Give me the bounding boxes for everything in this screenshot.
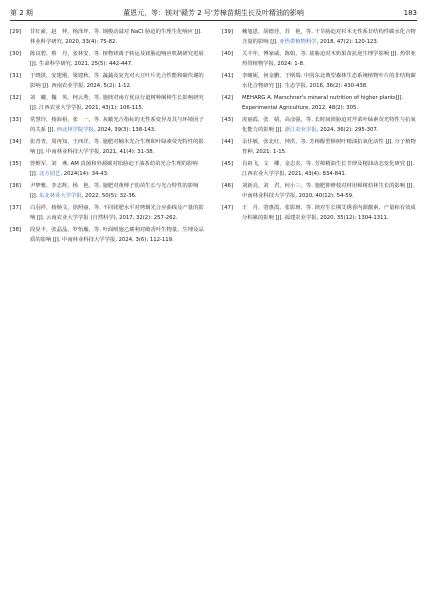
reference-text: 于晓淇，安建刚，梁建秋，等. 蔬蔬及复光对大豆叶片光合性能和碳代谢的影响 [J]. 西南农业学报, 2024, 5(2): 1-12. (30, 73, 204, 89)
reference-text: 张青青，周再知，王西洋，等. 施肥对楠木光合生理和叶绿素荧光特性的影响 [J]. 中南林业科技大学学报, 2021, 41(4): 31-38. (30, 139, 204, 155)
reference-citation-tail: , 2024(14): 34-43. (60, 170, 109, 177)
reference-entry (10, 204, 204, 223)
references-right-column (222, 28, 418, 226)
reference-entry (10, 182, 204, 201)
journal-link[interactable]: 亚热带植物科学 (279, 38, 317, 45)
reference-text: 甘红豪，赵 仲，杨泽坪，等. 钢梭动溢对 NaCl 胁迫的生理生化响应 [J]. 林业科学研究, 2020, 33(4): 75-82. (30, 29, 202, 45)
running-title: 董恩元，等：镁对'赣芳 2 号'芳樟苗期生长及叶精油的影响 (123, 9, 304, 17)
reference-number: [33] (10, 117, 21, 123)
journal-link[interactable]: 浙江农业学报 (284, 126, 317, 133)
reference-text: 虎丽霞，张 婧，高彦强，等. 长时间镁胁迫对芹菜叶绿素荧光特性与抗氧化能力的影响 [J]. (242, 117, 416, 133)
reference-entry (222, 182, 418, 201)
reference-number: [38] (10, 227, 21, 233)
reference-citation-tail: , 2022, 50(5): 32-36. (81, 192, 137, 199)
reference-text: 刘新亮，刘 君，何小三，等. 施肥抑修枝对材用樟树幼林生长的影响 [J]. 中南林业科技大学学报, 2020, 40(12): 54-59. (242, 183, 415, 199)
reference-entry (222, 94, 418, 113)
reference-citation-tail: , 2024, 36(2): 295-307. (316, 126, 379, 133)
reference-entry (10, 28, 204, 47)
reference-number: [37] (10, 205, 21, 211)
reference-number: [30] (10, 51, 21, 57)
reference-number: [44] (222, 139, 233, 145)
reference-text: MEHARG A. Marschner's mineral nutrition of higher plants[J]. Experimental Agriculture, 2012, 48(2): 305. (242, 95, 404, 111)
reference-number: [43] (222, 117, 233, 123)
reference-number: [40] (222, 51, 233, 57)
reference-text: 李曈妮，何金鹏，于斯瑞. 中国东北典型森林生态系统植物叶片的非结构碳水化合物研究 [J]. 生态学报, 2016, 36(2): 430-438. (242, 73, 416, 89)
reference-text: 常慧玲，杨海裕，张 一，等. 灰蔽光合指标的无性系变异及其与环境因子的关系 [J]. (30, 117, 204, 133)
reference-entry (222, 138, 418, 157)
reference-entry (10, 138, 204, 157)
reference-number: [42] (222, 95, 233, 101)
reference-text: 余佳敏，张北红，钟洪，等. 芳樟醇型樟树叶精油抗氧化活性 [J]. 分子植物育种, 2021: 1-15. (242, 139, 416, 155)
reference-number: [29] (10, 29, 21, 35)
reference-entry (10, 160, 204, 179)
reference-text: 王 丹，蒄惠霞，张影斑，等. 镁对生长期艾绣香内源激素、产量和有效成分积累的影响 [J]. 福建农业学报, 2020, 35(12): 1304-1311. (242, 205, 416, 221)
header-rule (10, 20, 417, 21)
reference-text: 赖旭恩，胡德佳，苏 艳，等. 干旱胁迫对杉木无性系非结构性碳水化合物含量的影响 [J]. (242, 29, 416, 45)
page-number: 183 (403, 9, 417, 17)
reference-entry (10, 50, 204, 69)
reference-citation-tail: , 2018, 47(2): 120-123. (316, 38, 379, 45)
reference-text: 白羽祥，杨焕文，徐照丽，等. 不同镁肥水平对烤烟光合应曲线及产量的影响 [J]. 云南农业大学学报 (自然科学), 2017, 32(2): 257-262. (30, 205, 204, 221)
reference-entry (222, 28, 418, 47)
reference-number: [35] (10, 161, 21, 167)
reference-number: [36] (10, 183, 21, 189)
reference-entry (10, 94, 204, 113)
reference-text: 尹梦雅，李志辉，杨 艳，等. 施肥对黄榉子幼苗生长与光合特性的影响 [J]. (30, 183, 199, 199)
reference-entry (222, 116, 418, 135)
reference-number: [39] (222, 29, 233, 35)
journal-link[interactable]: 东北林业大学学报 (39, 192, 82, 199)
reference-text: 刘 曦，魏 英，柯云秀，等. 施镁对南方优良行道树种阑樟生长影响研究 [J]. 江西农业大学学报, 2021, 43(1): 106-115. (30, 95, 204, 111)
reference-entry (10, 226, 204, 245)
reference-number: [45] (222, 161, 233, 167)
reference-text: 曾维军，刘 燕. AM 真菌和外源碳对铅胁迫下油茶幼苗光合生理的影响 [J]. (30, 161, 198, 177)
reference-text: 肖祖飞，文 卿，金志农，等. 芳樟精油生长节律及精油动态变化研究 [J]. 江西农业大学学报, 2021, 43(4): 834-841. (242, 161, 415, 177)
reference-citation-tail: , 2024, 39(3): 138-143. (93, 126, 156, 133)
reference-text: 段显丰，张晶晶，罗怡瀚，等. 叶面喷施乙烯利对破香叶生物量、生理及品质的影响 [J]. 中南林业科技大学学报, 2024, 3(6): 112-119. (30, 227, 204, 243)
reference-entry (222, 72, 418, 91)
reference-entry (222, 50, 418, 69)
reference-entry (10, 72, 204, 91)
reference-number: [32] (10, 95, 21, 101)
reference-number: [47] (222, 205, 233, 211)
page-header (10, 7, 417, 19)
issue-number: 第 2 期 (10, 9, 33, 17)
reference-entry (10, 116, 204, 135)
journal-link[interactable]: 北方园艺 (39, 170, 61, 177)
reference-entry (222, 204, 418, 223)
reference-text: 陈良碧，蔡 丹，张林安，等. 植物镁离子转运及镁胁迫响应机制研究进展 [J]. 生命科学研究, 2021, 25(5): 442-447. (30, 51, 204, 67)
journal-link[interactable]: 西北林学院学报 (56, 126, 94, 133)
reference-number: [46] (222, 183, 233, 189)
reference-text: 关丰年，傅家威，陈娟，等. 盐胁迫对木奶果苗抗逆生理学影响 [J]. 热带亚热带植物学报, 2024: 1-8. (242, 51, 416, 67)
reference-number: [34] (10, 139, 21, 145)
references-left-column (10, 28, 204, 248)
reference-entry (222, 160, 418, 179)
reference-number: [41] (222, 73, 233, 79)
reference-number: [31] (10, 73, 21, 79)
